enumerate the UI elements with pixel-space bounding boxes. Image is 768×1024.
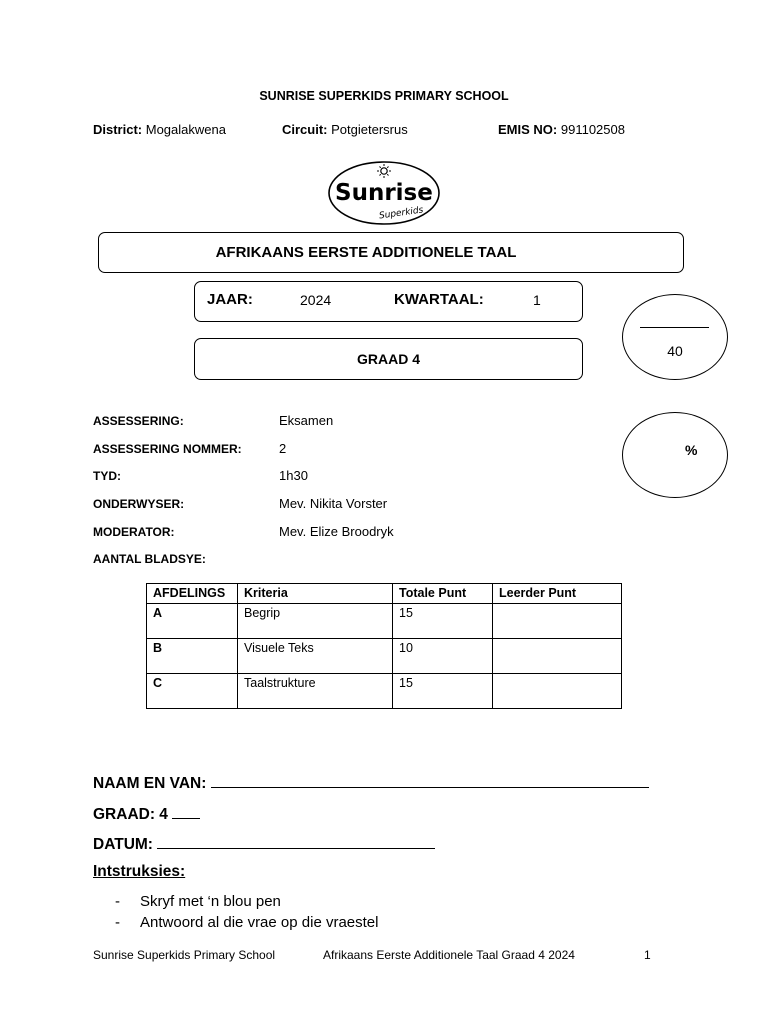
footer-page-number: 1 bbox=[644, 948, 651, 962]
table-row bbox=[147, 604, 622, 639]
table-cell: Begrip bbox=[238, 604, 393, 639]
instruction-item: - Antwoord al die vrae op die vraestel bbox=[115, 914, 379, 931]
learner-score-cell[interactable] bbox=[493, 674, 622, 709]
table-cell: A bbox=[147, 604, 238, 639]
marks-table bbox=[146, 583, 622, 709]
subject-title: AFRIKAANS EERSTE ADDITIONELE TAAL bbox=[215, 244, 517, 261]
logo-text: Sunrise bbox=[335, 180, 433, 206]
meta-value-time: 1h30 bbox=[279, 468, 308, 483]
circuit-label: Circuit: bbox=[282, 122, 328, 137]
footer-school: Sunrise Superkids Primary School bbox=[93, 948, 276, 962]
name-label: NAAM EN VAN: bbox=[93, 775, 207, 792]
district-value: Mogalakwena bbox=[145, 122, 226, 137]
table-header: AFDELINGS bbox=[147, 584, 238, 604]
table-cell: 15 bbox=[393, 604, 493, 639]
year-term-box bbox=[194, 281, 583, 322]
date-label: DATUM: bbox=[93, 836, 153, 853]
meta-value-teacher: Mev. Nikita Vorster bbox=[279, 496, 388, 511]
percent-circle bbox=[622, 412, 728, 498]
logo-subtext: Superkids bbox=[378, 205, 424, 222]
year-value: 2024 bbox=[300, 292, 332, 308]
subject-box bbox=[98, 232, 684, 273]
meta-value-assessment-number: 2 bbox=[279, 441, 287, 456]
score-circle bbox=[622, 294, 728, 380]
learner-score-cell[interactable] bbox=[493, 639, 622, 674]
instruction-text: Skryf met ‘n blou pen bbox=[140, 893, 281, 910]
meta-value-assessment: Eksamen bbox=[279, 413, 334, 428]
district-label: District: bbox=[93, 122, 143, 137]
emis-label: EMIS NO: bbox=[498, 122, 558, 137]
meta-label-teacher: ONDERWYSER: bbox=[93, 497, 185, 511]
name-field bbox=[93, 771, 649, 793]
emis-value: 991102508 bbox=[560, 122, 625, 137]
meta-label-moderator: MODERATOR: bbox=[93, 525, 175, 539]
table-cell: Taalstrukture bbox=[238, 674, 393, 709]
emis-info bbox=[498, 122, 625, 137]
score-blank-line bbox=[640, 327, 709, 328]
circuit-info bbox=[282, 122, 408, 137]
school-logo bbox=[327, 160, 442, 226]
table-header: Leerder Punt bbox=[493, 584, 622, 604]
table-cell: 10 bbox=[393, 639, 493, 674]
score-total: 40 bbox=[667, 343, 683, 359]
table-header: Kriteria bbox=[238, 584, 393, 604]
table-row bbox=[147, 639, 622, 674]
instruction-item: - Skryf met ‘n blou pen bbox=[115, 893, 281, 910]
name-blank[interactable] bbox=[211, 771, 649, 788]
grade-box bbox=[194, 338, 583, 380]
table-cell: 15 bbox=[393, 674, 493, 709]
percent-sign: % bbox=[685, 442, 698, 458]
table-header: Totale Punt bbox=[393, 584, 493, 604]
date-field bbox=[93, 832, 435, 854]
meta-label-assessment: ASSESSERING: bbox=[93, 414, 184, 428]
footer-subject: Afrikaans Eerste Additionele Taal Graad 4 2024 bbox=[323, 948, 575, 962]
table-header-row bbox=[147, 584, 622, 604]
meta-label-time: TYD: bbox=[93, 469, 121, 483]
learner-score-cell[interactable] bbox=[493, 604, 622, 639]
school-title: SUNRISE SUPERKIDS PRIMARY SCHOOL bbox=[259, 89, 509, 103]
meta-label-pages: AANTAL BLADSYE: bbox=[93, 552, 206, 566]
sun-icon bbox=[377, 164, 391, 178]
grade-label: GRAAD: 4 bbox=[93, 806, 168, 823]
grade-title: GRAAD 4 bbox=[356, 351, 420, 367]
grade-field bbox=[93, 802, 200, 824]
table-cell: Visuele Teks bbox=[238, 639, 393, 674]
instructions-title: Intstruksies: bbox=[93, 863, 186, 880]
table-row bbox=[147, 674, 622, 709]
district-info bbox=[93, 122, 226, 137]
circuit-value: Potgietersrus bbox=[331, 122, 408, 137]
table-cell: B bbox=[147, 639, 238, 674]
date-blank[interactable] bbox=[157, 832, 435, 849]
table-cell: C bbox=[147, 674, 238, 709]
term-value: 1 bbox=[533, 292, 541, 308]
term-label: KWARTAAL: bbox=[394, 291, 484, 308]
year-label: JAAR: bbox=[207, 291, 253, 308]
instruction-text: Antwoord al die vrae op die vraestel bbox=[140, 914, 379, 931]
grade-blank[interactable] bbox=[172, 802, 200, 819]
meta-label-assessment-number: ASSESSERING NOMMER: bbox=[93, 442, 242, 456]
meta-value-moderator: Mev. Elize Broodryk bbox=[279, 524, 394, 539]
